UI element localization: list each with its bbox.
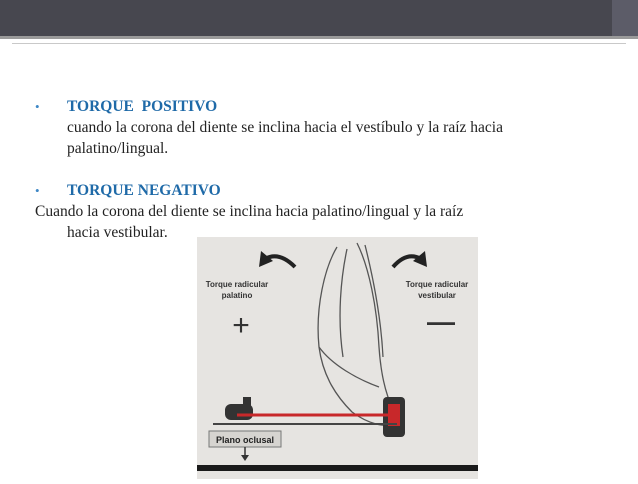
plane-label: Plano oclusal [215,435,275,445]
title-bar [0,0,638,36]
divider [12,43,626,44]
heading-torque-positivo: TORQUE POSITIVO [67,98,218,115]
slide-content [35,96,625,243]
title-bar-stripe [0,36,638,39]
heading-torque-negativo: TORQUE NEGATIVO [67,182,221,199]
title-bar-corner [612,0,638,36]
bullet-dot-icon: • [35,99,40,114]
torque-diagram [197,237,478,479]
torque-diagram-svg [197,237,478,479]
bullet-dot-icon: • [35,183,40,198]
negative-text-line-2: hacia vestibular. [67,224,168,241]
bullet-positive [35,96,625,117]
minus-sign: — [427,306,455,337]
right-label-line-1: Torque radicular [405,280,469,289]
left-label-line-2: palatino [221,291,253,300]
bullet-negative [35,180,625,201]
right-label-line-2: vestibular [418,291,456,300]
positive-text-line-2: palatino/lingual. [67,140,169,157]
negative-text-line-1: Cuando la corona del diente se inclina hacia palatino/lingual y la raíz [35,203,464,220]
figure-base [197,465,478,471]
positive-text-line-1: cuando la corona del diente se inclina hacia el vestíbulo y la raíz hacia [67,119,503,136]
left-label-line-1: Torque radicular [205,280,269,289]
plus-sign: + [232,309,250,342]
